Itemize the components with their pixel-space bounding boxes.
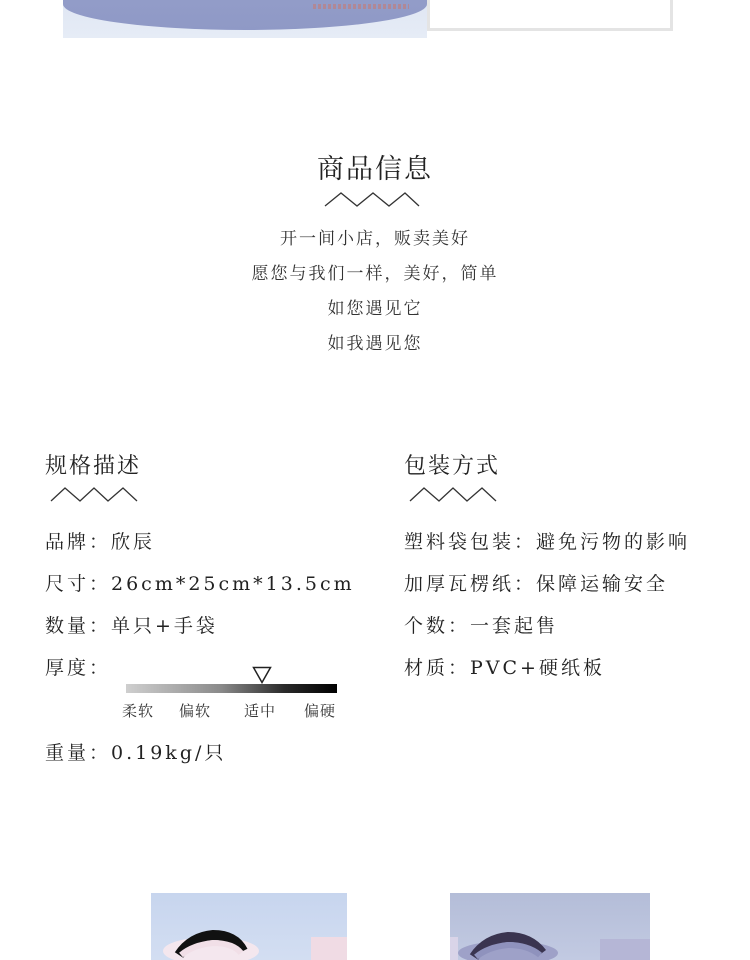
spec-size: 尺寸：26cm*25cm*13.5cm <box>45 573 355 595</box>
product-photo-bottom-left <box>151 893 347 960</box>
specs-zigzag-ornament <box>50 486 138 502</box>
thickness-scale-medium: 适中 <box>244 702 277 720</box>
packaging-zigzag-ornament <box>409 486 497 502</box>
spec-thickness-label: 厚度： <box>45 657 112 679</box>
intro-line-1: 开一间小店，贩卖美好 <box>280 229 470 249</box>
packaging-cardboard: 加厚瓦楞纸：保障运输安全 <box>404 573 669 595</box>
packaging-material: 材质：PVC+硬纸板 <box>404 657 605 679</box>
thickness-gauge-bar <box>126 684 337 693</box>
intro-line-3: 如您遇见它 <box>327 299 423 319</box>
page-title: 商品信息 <box>317 154 433 185</box>
spec-quantity: 数量：单只+手袋 <box>45 615 218 637</box>
product-photo-bottom-right <box>450 893 650 960</box>
specs-title: 规格描述 <box>45 454 142 479</box>
thickness-scale-slightly-hard: 偏硬 <box>304 702 337 720</box>
packaging-bag: 塑料袋包装：避免污物的影响 <box>404 531 691 553</box>
thickness-scale-slightly-soft: 偏软 <box>179 702 212 720</box>
packaging-title: 包装方式 <box>404 454 501 479</box>
intro-line-4: 如我遇见您 <box>327 334 423 354</box>
spec-weight: 重量：0.19kg/只 <box>45 742 227 764</box>
spec-brand: 品牌：欣辰 <box>45 531 156 553</box>
thickness-scale-soft: 柔软 <box>122 702 155 720</box>
intro-line-2: 愿您与我们一样，美好，简单 <box>251 264 499 284</box>
product-photo-top <box>63 0 427 38</box>
photo-frame <box>427 0 673 31</box>
box-fine-print <box>313 4 409 9</box>
packaging-count: 个数：一套起售 <box>404 615 559 637</box>
title-zigzag-ornament <box>324 191 420 207</box>
